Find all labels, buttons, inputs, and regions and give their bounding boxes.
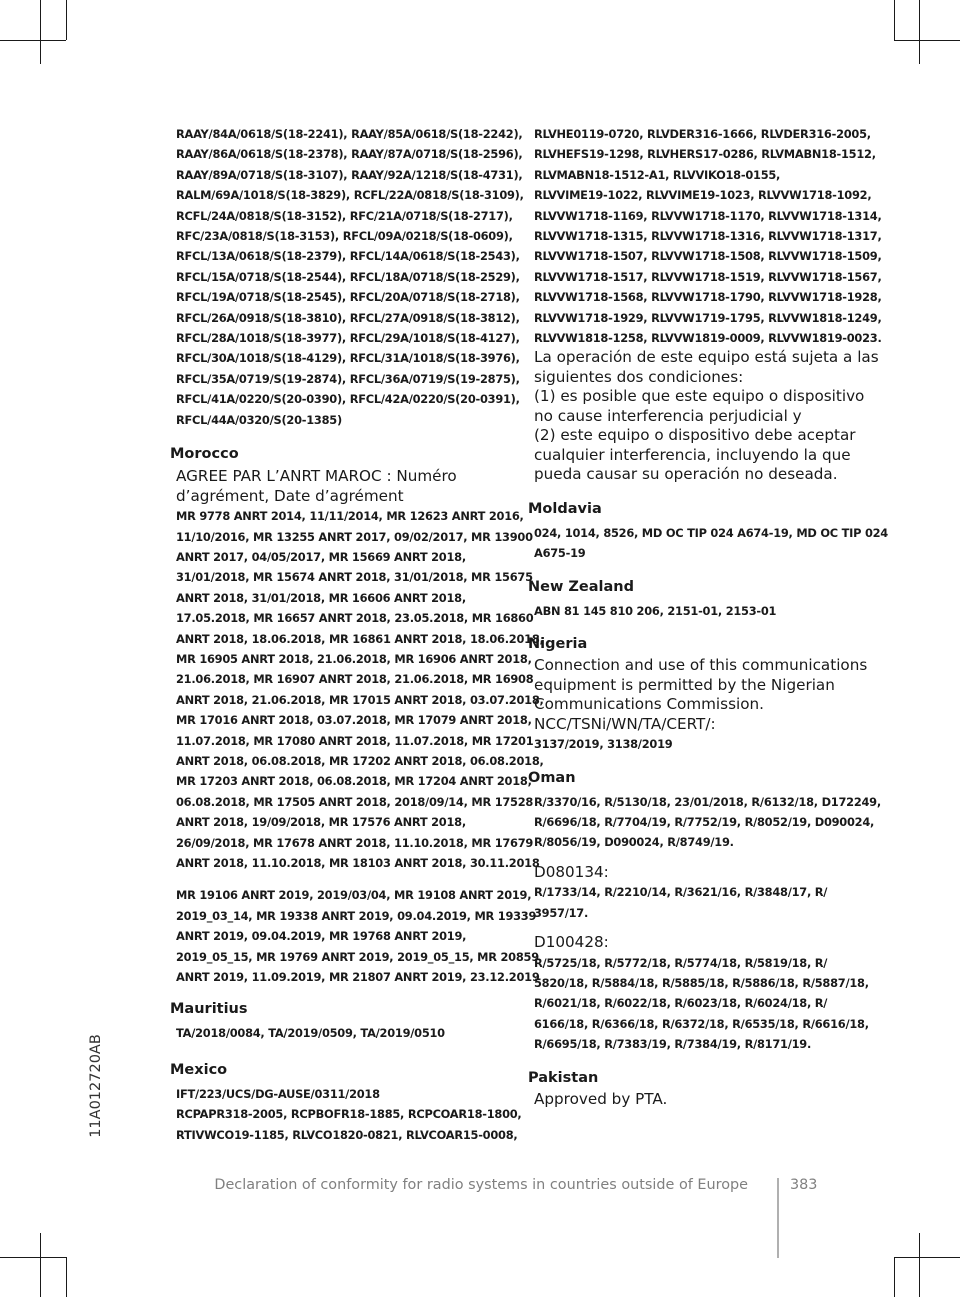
section-text: AGREE PAR L’ANRT MAROC : Numéro	[176, 467, 457, 486]
approval-code-line: RLVVW1718-1568, RLVVW1718-1790, RLVVW1718-1928,	[534, 290, 882, 305]
approval-code-line: 6166/18, R/6366/18, R/6372/18, R/6535/18, R/6616/18,	[534, 1016, 869, 1031]
approval-code-line: R/6021/18, R/6022/18, R/6023/18, R/6024/18, R/	[534, 996, 828, 1011]
left-column	[170, 124, 544, 1145]
section-heading: Pakistan	[528, 1069, 599, 1086]
section-text: Approved by PTA.	[534, 1089, 668, 1108]
approval-code-line: RFCL/13A/0618/S(18-2379), RFCL/14A/0618/S(18-2543),	[176, 249, 520, 264]
approval-code-line: RLVHE0119-0720, RLVDER316-1666, RLVDER316-2005,	[534, 127, 871, 141]
approval-code-line: RFC/23A/0818/S(18-3153), RFCL/09A/0218/S(18-0609),	[176, 229, 513, 244]
approval-code-line: RFCL/15A/0718/S(18-2544), RFCL/18A/0718/S(18-2529),	[176, 269, 520, 284]
approval-code-line: 11/10/2016, MR 13255 ANRT 2017, 09/02/2017, MR 13900	[176, 529, 533, 544]
section-heading: Mexico	[170, 1061, 228, 1078]
crop-mark	[40, 0, 41, 64]
approval-code-line: RLVVW1718-1507, RLVVW1718-1508, RLVVW1718-1509,	[534, 249, 882, 264]
approval-code-line: A675-19	[534, 546, 586, 561]
section-text: siguientes dos condiciones:	[534, 367, 744, 386]
section-text: equipment is permitted by the Nigerian	[534, 675, 835, 694]
approval-code-line: RFCL/44A/0320/S(20-1385)	[176, 412, 342, 427]
section-text: Connection and use of this communications	[534, 656, 868, 675]
approval-code-line: RCPAPR318-2005, RCPBOFR18-1885, RCPCOAR18-1800,	[176, 1107, 522, 1122]
approval-code-line: RLVVW1818-1258, RLVVW1819-0009, RLVVW1819-0023.	[534, 331, 882, 346]
approval-code-line: 11.07.2018, MR 17080 ANRT 2018, 11.07.2018, MR 17201	[176, 733, 534, 748]
crop-mark	[66, 1257, 67, 1297]
section-nigeria	[528, 634, 868, 754]
crop-mark	[0, 40, 66, 41]
approval-code-line: RLVVW1718-1929, RLVVW1719-1795, RLVVW1818-1249,	[534, 310, 882, 325]
approval-code-line: 06.08.2018, MR 17505 ANRT 2018, 2018/09/14, MR 17528	[176, 794, 534, 809]
approval-code-line: RLVVIME19-1022, RLVVIME19-1023, RLVVW1718-1092,	[534, 188, 872, 203]
approval-code-line: RFCL/26A/0918/S(18-3810), RFCL/27A/0918/S(18-3812),	[176, 310, 520, 325]
crop-mark	[894, 1257, 895, 1297]
section-morocco	[170, 444, 544, 987]
crop-mark	[0, 1257, 66, 1258]
approval-code-line: ANRT 2017, 04/05/2017, MR 15669 ANRT 2018,	[176, 549, 466, 564]
crop-mark	[894, 0, 895, 40]
approval-code-line: ANRT 2018, 18.06.2018, MR 16861 ANRT 2018, 18.06.2018,	[176, 631, 544, 646]
approval-code-list	[170, 885, 540, 987]
approval-code-line: RLVVW1718-1517, RLVVW1718-1519, RLVVW1718-1567,	[534, 269, 882, 284]
approval-code-line: ANRT 2018, 21.06.2018, MR 17015 ANRT 2018, 03.07.2018,	[176, 692, 544, 707]
crop-mark	[919, 0, 920, 64]
approval-code-line: R/1733/14, R/2210/14, R/3621/16, R/3848/17, R/	[534, 885, 828, 900]
crop-mark	[894, 40, 960, 41]
section-pakistan	[528, 1068, 858, 1110]
approval-code-line: 21.06.2018, MR 16907 ANRT 2018, 21.06.2018, MR 16908	[176, 672, 534, 687]
approval-code-list	[170, 506, 544, 873]
approval-code-line: RFCL/28A/1018/S(18-3977), RFCL/29A/1018/S(18-4127),	[176, 331, 520, 346]
approval-code-line: ANRT 2018, 06.08.2018, MR 17202 ANRT 2018, 06.08.2018,	[176, 753, 544, 768]
approval-code-line: RFCL/41A/0220/S(20-0390), RFCL/42A/0220/S(20-0391),	[176, 392, 520, 407]
approval-code-line: RCFL/24A/0818/S(18-3152), RFC/21A/0718/S(18-2717),	[176, 208, 513, 223]
approval-code-line: RFCL/30A/1018/S(18-4129), RFCL/31A/1018/S(18-3976),	[176, 351, 520, 366]
page-number: 383	[790, 1177, 818, 1193]
approval-code-line: 2019_03_14, MR 19338 ANRT 2019, 09.04.2019, MR 19339	[176, 908, 537, 923]
section-text: (1) es posible que este equipo o dispositivo	[534, 387, 865, 406]
section-text: cualquier interferencia, incluyendo la que	[534, 445, 851, 464]
oman-group-label: D080134:	[534, 862, 609, 881]
approval-code-line: MR 16905 ANRT 2018, 21.06.2018, MR 16906 ANRT 2018,	[176, 651, 532, 666]
approval-code-line: RLVVW1718-1315, RLVVW1718-1316, RLVVW1718-1317,	[534, 229, 882, 244]
section-moldavia	[528, 499, 888, 564]
approval-code-line: RLVVW1718-1169, RLVVW1718-1170, RLVVW1718-1314,	[534, 208, 882, 223]
section-heading: Mauritius	[170, 1001, 248, 1018]
section-text: NCC/TSNi/WN/TA/CERT/:	[534, 714, 716, 733]
approval-code-line: ANRT 2019, 09.04.2019, MR 19768 ANRT 2019,	[176, 929, 467, 944]
approval-code-line: 31/01/2018, MR 15674 ANRT 2018, 31/01/2018, MR 15675	[176, 570, 533, 585]
approval-code-line: MR 17203 ANRT 2018, 06.08.2018, MR 17204 ANRT 2018,	[176, 774, 532, 789]
approval-code-line: RALM/69A/1018/S(18-3829), RCFL/22A/0818/S(18-3109),	[176, 188, 524, 203]
section-heading: New Zealand	[528, 578, 635, 595]
approval-code-line: 3137/2019, 3138/2019	[534, 737, 673, 752]
approval-code-line: ANRT 2018, 19/09/2018, MR 17576 ANRT 2018,	[176, 815, 466, 830]
approval-code-line: R/6696/18, R/7704/19, R/7752/19, R/8052/19, D090024,	[534, 815, 875, 829]
section-heading: Morocco	[170, 446, 239, 463]
crop-mark	[40, 1233, 41, 1297]
crop-mark	[66, 0, 67, 40]
approval-code-line: RAAY/89A/0718/S(18-3107), RAAY/92A/1218/S(18-4731),	[176, 167, 523, 182]
approval-code-line: R/3370/16, R/5130/18, 23/01/2018, R/6132/18, D172249,	[534, 794, 881, 809]
approval-code-line: TA/2018/0084, TA/2019/0509, TA/2019/0510	[176, 1026, 445, 1041]
approval-code-line: ANRT 2018, 11.10.2018, MR 18103 ANRT 2018, 30.11.2018	[176, 856, 540, 870]
footer-title: Declaration of conformity for radio systems in countries outside of Europe	[214, 1177, 748, 1193]
approval-code-line: MR 19106 ANRT 2019, 2019/03/04, MR 19108 ANRT 2019,	[176, 888, 532, 903]
approval-code-line: RLVHEFS19-1298, RLVHERS17-0286, RLVMABN18-1512,	[534, 147, 876, 162]
approval-code-line: R/6695/18, R/7383/19, R/7384/19, R/8171/19.	[534, 1037, 812, 1052]
approval-code-line: 26/09/2018, MR 17678 ANRT 2018, 11.10.2018, MR 17679	[176, 835, 534, 850]
approval-code-list	[528, 124, 882, 348]
approval-code-line: ANRT 2019, 11.09.2019, MR 21807 ANRT 2019, 23.12.2019	[176, 970, 540, 985]
approval-code-line: ANRT 2018, 31/01/2018, MR 16606 ANRT 2018,	[176, 590, 466, 605]
document-code-label: 11A012720AB	[88, 1034, 104, 1138]
right-column	[528, 124, 888, 1109]
crop-mark	[894, 1257, 960, 1258]
approval-code-line: 17.05.2018, MR 16657 ANRT 2018, 23.05.2018, MR 16860	[176, 611, 534, 626]
approval-code-line: RFCL/35A/0719/S(19-2874), RFCL/36A/0719/S(19-2875),	[176, 371, 520, 386]
approval-code-line: R/8056/19, D090024, R/8749/19.	[534, 835, 734, 850]
section-oman	[528, 768, 881, 1055]
section-text: no cause interferencia perjudicial y	[534, 406, 802, 425]
section-mauritius	[170, 999, 500, 1043]
mexico-conditions-text	[528, 348, 879, 485]
section-text: Communications Commission.	[534, 695, 764, 714]
approval-code-line: ABN 81 145 810 206, 2151-01, 2153-01	[534, 603, 777, 618]
oman-group-label: D100428:	[534, 933, 609, 952]
approval-code-line: 024, 1014, 8526, MD OC TIP 024 A674-19, MD OC TIP 024	[534, 525, 888, 540]
approval-code-line: IFT/223/UCS/DG-AUSE/0311/2018	[176, 1086, 380, 1101]
approval-code-line: 2019_05_15, MR 19769 ANRT 2019, 2019_05_15, MR 20859	[176, 949, 539, 964]
section-mexico	[170, 1060, 522, 1145]
approval-code-line: 3957/17.	[534, 905, 589, 920]
section-new-zealand	[528, 577, 858, 621]
section-heading: Oman	[528, 769, 576, 786]
section-heading: Moldavia	[528, 500, 602, 517]
section-text: (2) este equipo o dispositivo debe aceptar	[534, 426, 856, 445]
section-heading: Nigeria	[528, 636, 588, 653]
section-text: pueda causar su operación no deseada.	[534, 465, 838, 484]
approval-code-line: MR 17016 ANRT 2018, 03.07.2018, MR 17079 ANRT 2018,	[176, 713, 532, 728]
approval-code-line: RAAY/84A/0618/S(18-2241), RAAY/85A/0618/S(18-2242),	[176, 127, 523, 141]
section-text: La operación de este equipo está sujeta a las	[534, 348, 879, 367]
approval-code-line: RFCL/19A/0718/S(18-2545), RFCL/20A/0718/S(18-2718),	[176, 290, 520, 305]
approval-code-line: MR 9778 ANRT 2014, 11/11/2014, MR 12623 ANRT 2016,	[176, 509, 524, 524]
footer-divider	[777, 1178, 779, 1258]
approval-code-line: RAAY/86A/0618/S(18-2378), RAAY/87A/0718/S(18-2596),	[176, 147, 523, 162]
crop-mark	[919, 1233, 920, 1297]
section-text: d’agrément, Date d’agrément	[176, 486, 404, 505]
approval-code-line: RTIVWCO19-1185, RLVCO1820-0821, RLVCOAR15-0008,	[176, 1127, 518, 1142]
approval-code-line: RLVMABN18-1512-A1, RLVVIKO18-0155,	[534, 167, 781, 182]
approval-code-line: R/5725/18, R/5772/18, R/5774/18, R/5819/18, R/	[534, 955, 828, 970]
approval-code-list	[170, 124, 524, 430]
approval-code-line: 5820/18, R/5884/18, R/5885/18, R/5886/18, R/5887/18,	[534, 976, 869, 991]
